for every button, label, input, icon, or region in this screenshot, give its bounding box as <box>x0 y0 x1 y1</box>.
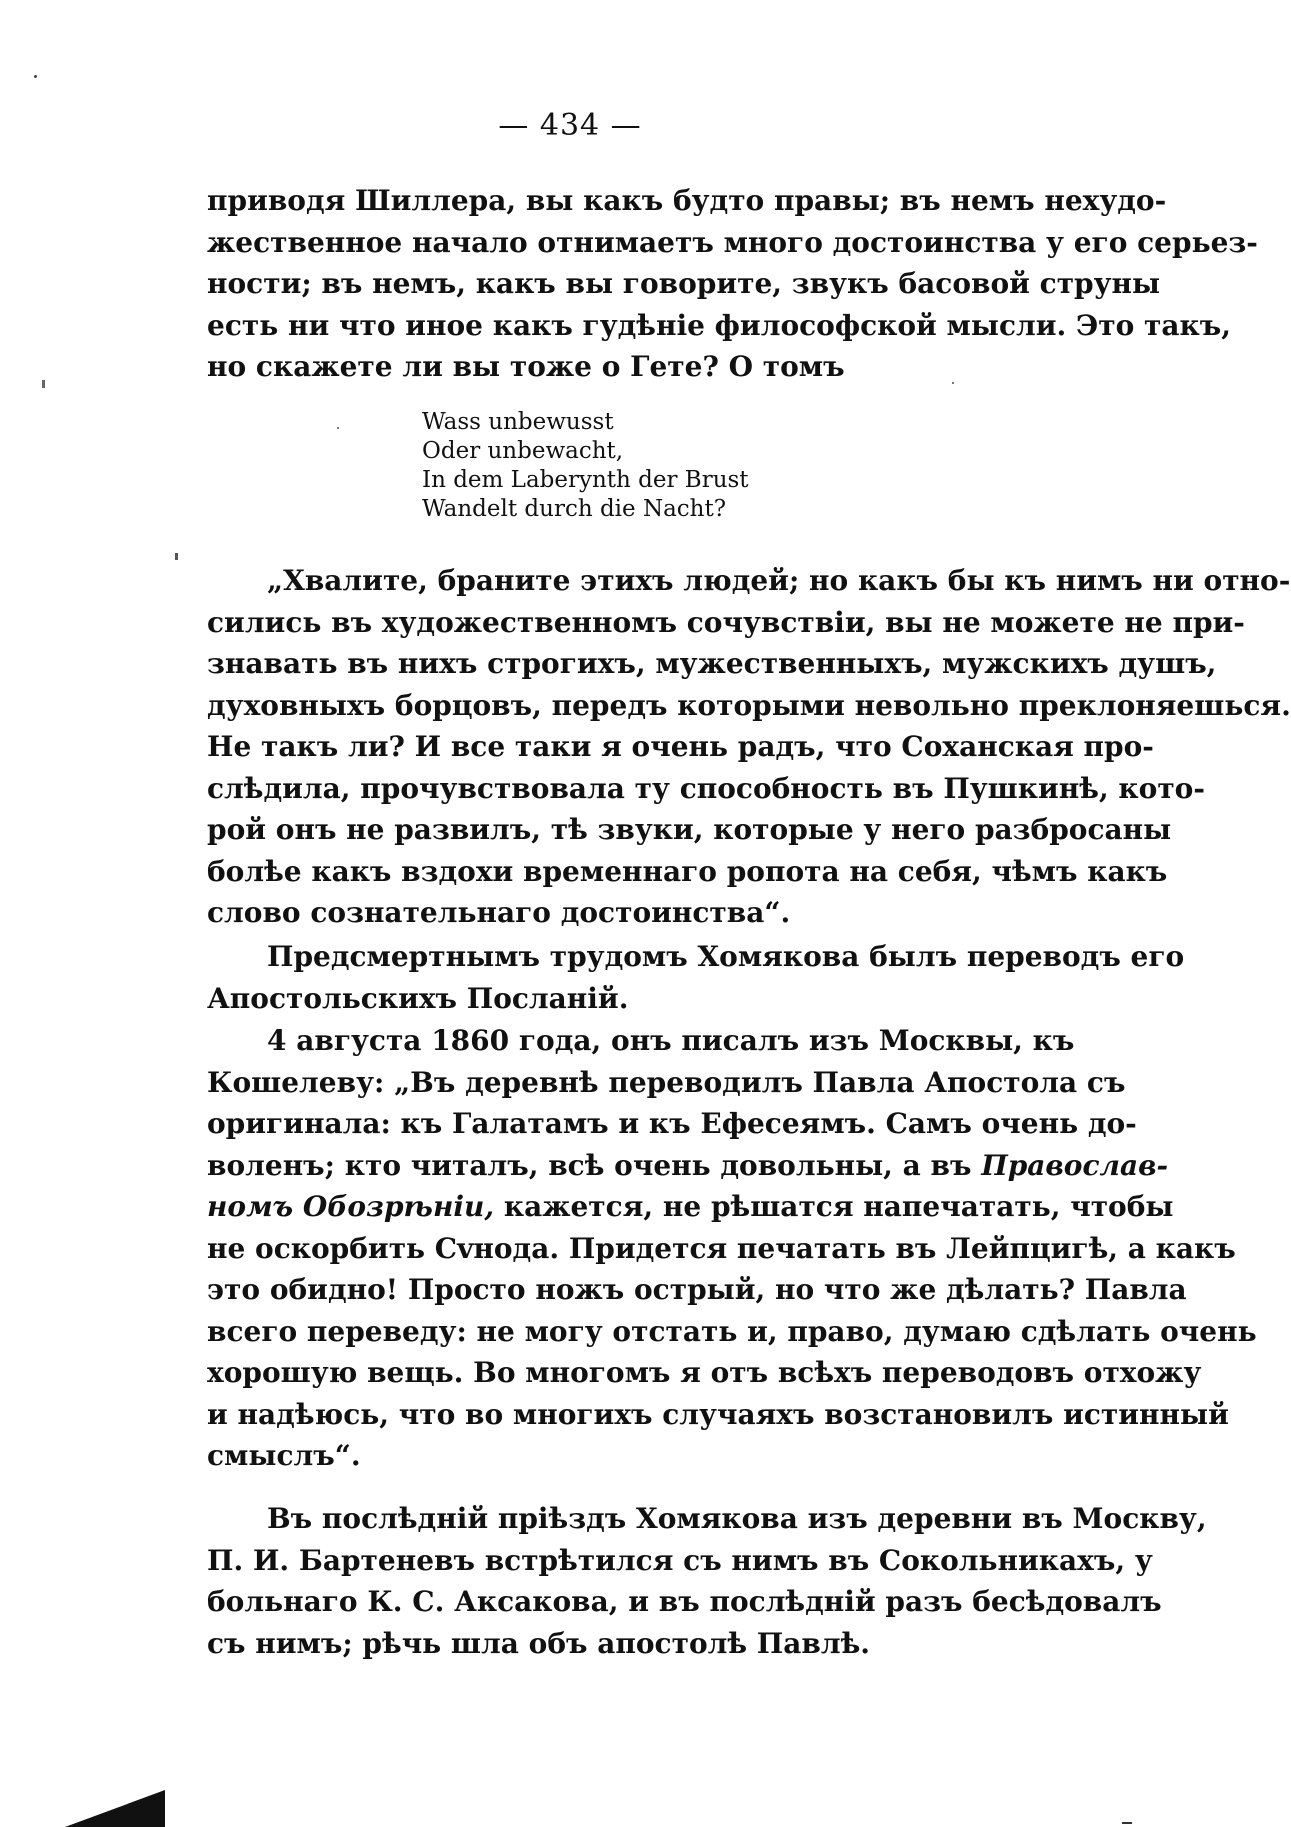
german-verse <box>422 408 749 524</box>
text-line: приводя Шиллера, вы какъ будто правы; въ немъ нехудо- <box>207 184 1167 217</box>
scan-speck <box>175 553 178 560</box>
italic-title-segment: номъ Обозрѣніи, <box>207 1190 495 1223</box>
paragraph-4 <box>207 1020 1257 1477</box>
text-line: но скажете ли вы тоже о Гете? О томъ <box>207 350 845 383</box>
text-line: рой онъ не развилъ, тѣ звуки, которые у него разбросаны <box>207 813 1172 846</box>
scan-speck <box>952 382 954 384</box>
text-segment: кажется, не рѣшатся напечатать, чтобы <box>503 1190 1174 1223</box>
text-line: оригинала: къ Галатамъ и къ Ефесеямъ. Самъ очень до- <box>207 1107 1137 1140</box>
text-line: не оскорбить Сvнода. Придется печатать въ Лейпцигѣ, а какъ <box>207 1231 1236 1265</box>
text-line <box>207 1145 1169 1187</box>
text-line: хорошую вещь. Во многомъ я отъ всѣхъ переводовъ отхожу <box>207 1356 1202 1389</box>
text-line: и надѣюсь, что во многихъ случаяхъ возстановилъ истинный <box>207 1397 1229 1431</box>
text-line: Кошелеву: „Въ деревнѣ переводилъ Павла Апостола съ <box>207 1065 1126 1099</box>
text-line: П. И. Бартеневъ встрѣтился съ нимъ въ Сокольникахъ, у <box>207 1543 1153 1577</box>
italic-title-segment: Православ- <box>981 1148 1169 1182</box>
paragraph-2 <box>207 560 1291 934</box>
text-line: жественное начало отнимаетъ много достоинства у его серьез- <box>207 225 1258 259</box>
text-line: сились въ художественномъ сочувствіи, вы не можете не при- <box>207 605 1245 639</box>
paragraph-3 <box>207 936 1185 1019</box>
text-line: „Хвалите, браните этихъ людей; но какъ бы къ нимъ ни отно- <box>267 564 1291 597</box>
text-line: всего переведу: не могу отстать и, право, думаю сдѣлать очень <box>207 1314 1257 1348</box>
scan-corner-shadow <box>65 1790 165 1827</box>
text-line: 4 августа 1860 года, онъ писалъ изъ Москвы, къ <box>267 1024 1075 1057</box>
text-line: Апостольскихъ Посланій. <box>207 981 629 1015</box>
verse-line: Oder unbewacht, <box>422 438 624 464</box>
text-segment: воленъ; кто читалъ, всѣ очень довольны, а въ <box>207 1148 972 1182</box>
verse-line: Wass unbewusst <box>422 409 614 435</box>
verse-line: In dem Laberynth der Brust <box>422 467 749 493</box>
text-line: Не такъ ли? И все таки я очень радъ, что Соханская про- <box>207 730 1154 763</box>
paragraph-1 <box>207 180 1258 388</box>
text-line: это обидно! Просто ножъ острый, но что же дѣлать? Павла <box>207 1273 1187 1306</box>
text-line: больнаго К. С. Аксакова, и въ послѣдній разъ бесѣдовалъ <box>207 1585 1162 1618</box>
text-line: есть ни что иное какъ гудѣніе философской мысли. Это такъ, <box>207 308 1231 342</box>
page-number: — 434 — <box>498 108 642 143</box>
paragraph-5 <box>207 1498 1207 1664</box>
scan-speck <box>34 75 37 78</box>
text-line <box>207 1186 1174 1228</box>
text-line: смыслъ“. <box>207 1439 361 1472</box>
scan-speck <box>1122 1822 1132 1824</box>
text-line: знавать въ нихъ строгихъ, мужественныхъ, мужскихъ душъ, <box>207 647 1217 680</box>
text-line: Предсмертнымъ трудомъ Хомякова былъ переводъ его <box>267 940 1185 973</box>
verse-line: Wandelt durch die Nacht? <box>422 496 727 522</box>
text-line: Въ послѣдній пріѣздъ Хомякова изъ деревни въ Москву, <box>267 1502 1207 1535</box>
text-line: съ нимъ; рѣчь шла объ апостолѣ Павлѣ. <box>207 1626 871 1660</box>
scan-speck <box>337 427 339 429</box>
text-line: ности; въ немъ, какъ вы говорите, звукъ басовой струны <box>207 267 1161 300</box>
text-line: болѣе какъ вздохи временнаго ропота на себя, чѣмъ какъ <box>207 854 1168 888</box>
text-line: духовныхъ борцовъ, передъ которыми невольно преклоняешься. <box>207 688 1291 722</box>
text-line: слѣдила, прочувствовала ту способность въ Пушкинѣ, кото- <box>207 771 1205 805</box>
scan-speck <box>42 380 45 388</box>
text-line: слово сознательнаго достоинства“. <box>207 896 791 929</box>
